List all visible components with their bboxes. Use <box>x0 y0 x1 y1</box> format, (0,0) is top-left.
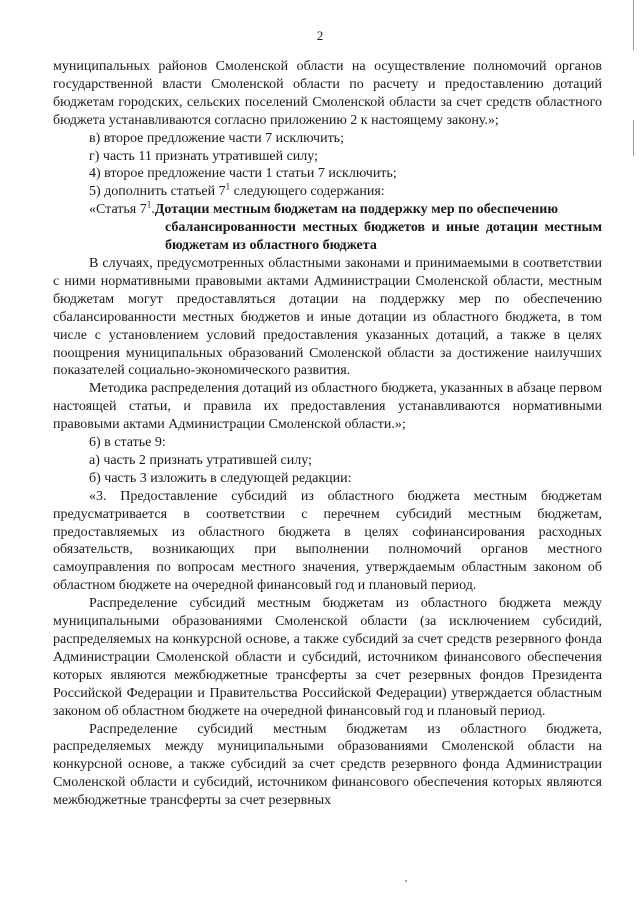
list-item-v: в) второе предложение части 7 исключить; <box>89 130 344 146</box>
paragraph-distribution-2: Распределение субсидий местным бюджетам из областного бюджета, распределяемых между муниципальными образованиями Смоленской области на конкурсной основе, а также субсидий за счет средств резервного фонда Администрации Смоленской области и субсидий, источником финансового обеспечения которых являются межбюджетные трансферты за счет резервных <box>53 721 602 809</box>
paragraph-distribution-1: Распределение субсидий местным бюджетам из областного бюджета между муниципальными образованиями Смоленской области (за исключением субсидий, распределяемых на конкурсной основе, а также субсидий за счет средств резервного фонда Администрации Смоленской области и субсидий, источником финансового обеспечения которых являются межбюджетные трансферты за счет резервных фондов Президента Российской Федерации и Правительства Российской Федерации) утверждается областным законом об областном бюджете на очередной финансовый год и плановый период. <box>53 596 602 719</box>
list-item-a: а) часть 2 признать утратившей силу; <box>89 452 312 468</box>
article-number: «Статья $7^1$. <box>89 199 155 218</box>
document-body <box>53 58 602 810</box>
article-heading <box>53 201 602 255</box>
paragraph-continued: муниципальных районов Смоленской области на осуществление полномочий органов государственной власти Смоленской области по расчету и предоставлению дотаций бюджетам городских, сельских поселений Смоленской области за счет средств областного бюджета устанавливаются согласно приложению 2 к настоящему закону.»; <box>53 59 602 128</box>
item5-sup: 1 <box>225 181 231 192</box>
paragraph-article-body: В случаях, предусмотренных областными законами и принимаемыми в соответствии с ними нормативными правовыми актами Администрации Смоленской области, местным бюджетам могут предоставляться дотации на поддержку мер по обеспечению сбалансированности местных бюджетов и иные дотации из областного бюджета, в том числе с установлением условий предоставления указанных дотаций, а также в целях поощрения муниципальных образований Смоленской области за достижение наилучших показателей социально-экономического развития. <box>53 255 602 379</box>
article-title-line1: Дотации местным бюджетам на поддержку мер по обеспечению <box>154 202 559 218</box>
scan-speck <box>405 880 407 882</box>
item5-before: 5) дополнить статьей 7 <box>89 184 226 200</box>
list-item-b: б) часть 3 изложить в следующей редакции: <box>89 470 352 486</box>
list-item-4: 4) второе предложение части 1 статьи 7 исключить; <box>89 166 397 182</box>
list-item-g: г) часть 11 признать утратившей силу; <box>89 148 318 164</box>
article-title-rest: сбалансированности местных бюджетов и иные дотации местным бюджетам из областного бюджета <box>165 220 602 254</box>
scan-edge-line <box>633 120 634 156</box>
scan-edge-line <box>633 0 634 50</box>
list-item-5 <box>53 183 602 201</box>
page-number: 2 <box>316 28 324 43</box>
paragraph-part3: «3. Предоставление субсидий из областного бюджета местным бюджетам предусматривается в соответствии с перечнем субсидий местным бюджетам, предоставляемых из областного бюджета в целях софинансирования расходных обязательств, возникающих при выполнении полномочий органов местного самоуправления по вопросам местного значения, утверждаемым областным законом об областном бюджете на очередной финансовый год и плановый период. <box>53 488 602 594</box>
paragraph-methodology: Методика распределения дотаций из областного бюджета, указанных в абзаце первом настоящей статьи, и правила их предоставления устанавливаются нормативными правовыми актами Администрации Смоленской области.»; <box>53 381 602 433</box>
item5-after: следующего содержания: <box>230 184 385 200</box>
list-item-6: 6) в статье 9: <box>89 435 166 451</box>
